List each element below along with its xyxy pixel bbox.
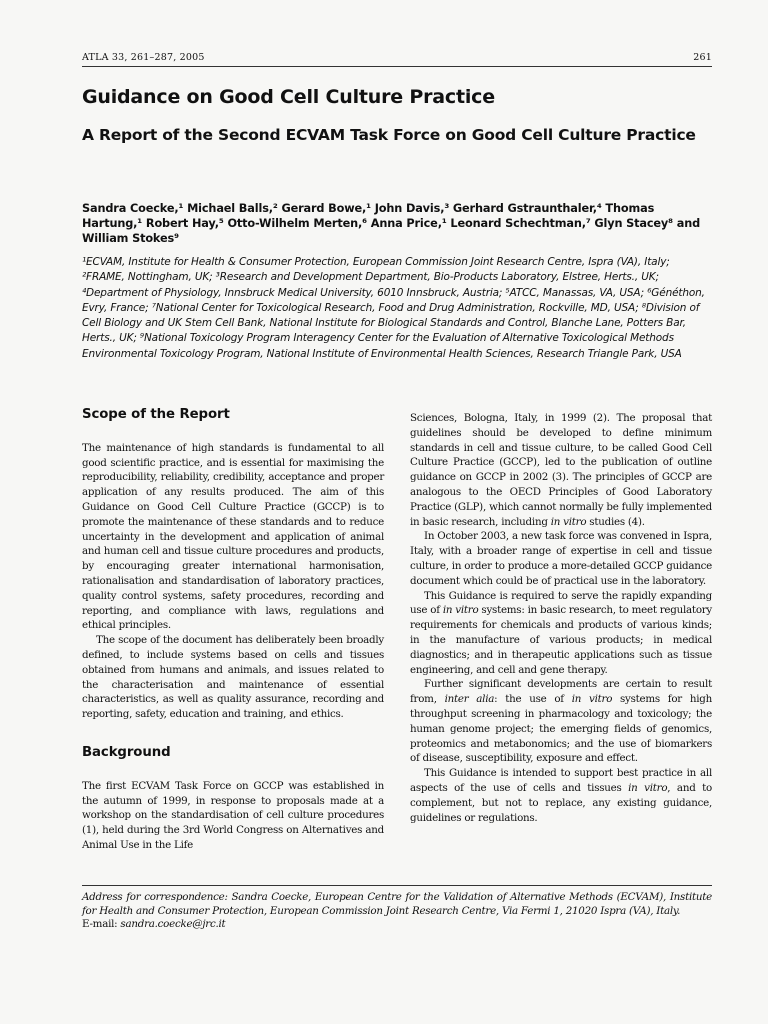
italic-run: inter alia (444, 693, 495, 706)
text-run: systems: in basic research, to meet regulatory requirements for chemicals and products of various kinds; in the manufacture of various products; in medical diagnostics; and in therapeutic applications such as tissue engineering, and cell and gene therapy. (410, 604, 713, 676)
italic-run: in vitro (550, 515, 587, 528)
right-paragraph-5 (410, 766, 712, 825)
right-column (410, 411, 712, 825)
italic-run: in vitro (571, 693, 613, 706)
journal-info: ATLA 33, 261–287, 2005 (82, 52, 205, 63)
footnote-rule (82, 885, 712, 886)
text-run: Sciences, Bologna, Italy, in 1999 (2). The proposal that guidelines should be developed to define minimum standards in cell and tissue culture, to be called Good Cell Culture Practice (GCCP), led to the publication of outline guidance on GCCP in 2002 (3). The principles of GCCP are analogous to the OECD Principles of Good Laboratory Practice (GLP), which cannot normally be fully implemented in basic research, including (410, 412, 712, 528)
text-run: studies (4). (586, 515, 645, 528)
scope-heading: Scope of the Report (82, 407, 230, 422)
email-address: sandra.coecke@jrc.it (120, 918, 226, 930)
background-paragraph-1: The first ECVAM Task Force on GCCP was established in the autumn of 1999, in response to proposals made at a workshop on the standardisation of cell culture procedures (1), held during the 3rd World Congress on Alternatives and Animal Use in the Life (82, 779, 384, 851)
italic-run: in vitro (628, 781, 668, 794)
correspondence-footnote (82, 885, 712, 932)
text-run: This Guidance is intended to support best practice in all aspects of the use of cells and tissues (410, 767, 712, 794)
text-run: , and to complement, but not to replace, any existing guidance, guidelines or regulations. (410, 781, 712, 824)
background-heading: Background (82, 744, 171, 760)
running-head (82, 52, 712, 63)
correspondence-address: Address for correspondence: Sandra Coecke, European Centre for the Validation of Alternative Methods (ECVAM), Institute for Health and Consumer Protection, European Commission Joint Research Centre, Via Fermi 1, 21020 Ispra (VA), Italy. (82, 891, 712, 917)
right-paragraph-1 (410, 411, 712, 529)
italic-run: in vitro (442, 604, 479, 617)
text-run: Further significant developments are certain to result from, (410, 678, 712, 706)
text-run: systems for high throughput screening in pharmacology and toxicology; the human genome project; the emerging fields of genomics, proteomics and metabonomics; and the use of biomarkers of disease, susceptibility, exposure and effect. (410, 693, 712, 765)
paper-subtitle: A Report of the Second ECVAM Task Force on Good Cell Culture Practice (82, 126, 696, 144)
scope-paragraph-1: The maintenance of high standards is fundamental to all good scientific practice, and is essential for maximising the reproducibility, reliability, credibility, acceptance and proper application of any results produced. The aim of this Guidance on Good Cell Culture Practice (GCCP) is to promote the maintenance of these standards and to reduce uncertainty in the development and application of animal and human cell and tissue culture procedures and products, by encouraging greater international harmonisation, rationalisation and standardisation of laboratory practices, quality control systems, safety procedures, recording and reporting, and compliance with laws, regulations and ethical principles. (82, 441, 384, 632)
page-number: 261 (693, 52, 712, 63)
email-line (82, 918, 712, 932)
right-paragraph-3 (410, 589, 712, 678)
scope-paragraph-2: The scope of the document has deliberately been broadly defined, to include systems based on cells and tissues obtained from humans and animals, and issues related to the characterisation and maintenance of essential characteristics, as well as quality assurance, recording and reporting, safety, education and training, and ethics. (82, 634, 384, 721)
email-label: E-mail: (82, 918, 121, 930)
paper-title: Guidance on Good Cell Culture Practice (82, 86, 495, 108)
author-list: Sandra Coecke,¹ Michael Balls,² Gerard Bowe,¹ John Davis,³ Gerhard Gstraunthaler,⁴ Thomas Hartung,¹ Robert Hay,⁵ Otto-Wilhelm Merten,⁶ Anna Price,¹ Leonard Schechtman,⁷ Glyn Stacey⁸ and William Stokes⁹ (82, 202, 701, 245)
text-run: This Guidance is required to serve the rapidly expanding use of (410, 589, 712, 617)
affiliation-list: ¹ECVAM, Institute for Health & Consumer Protection, European Commission Joint Research Centre, Ispra (VA), Italy; ²FRAME, Nottingham, UK; ³Research and Development Department, Bio-Products Laboratory, Elstree, Herts., UK; ⁴Department of Physiology, Innsbruck Medical University, 6010 Innsbruck, Austria; ⁵ATCC, Manassas, VA, USA; ⁶Généthon, Evry, France; ⁷National Center for Toxicological Research, Food and Drug Administration, Rockville, MD, USA; ⁸Division of Cell Biology and UK Stem Cell Bank, National Institute for Biological Standards and Control, Blanche Lane, Potters Bar, Herts., UK; ⁹National Toxicology Program Interagency Center for the Evaluation of Alternative Toxicological Methods Environmental Toxicology Program, National Institute of Environmental Health Sciences, Research Triangle Park, USA (82, 256, 705, 360)
header-rule (82, 66, 712, 67)
text-run: : the use of (494, 693, 572, 706)
left-column (82, 408, 384, 853)
right-paragraph-4 (410, 677, 712, 766)
right-paragraph-2: In October 2003, a new task force was convened in Ispra, Italy, with a broader range of expertise in cell and tissue culture, in order to produce a more-detailed GCCP guidance document which could be of practical use in the laboratory. (410, 530, 712, 587)
